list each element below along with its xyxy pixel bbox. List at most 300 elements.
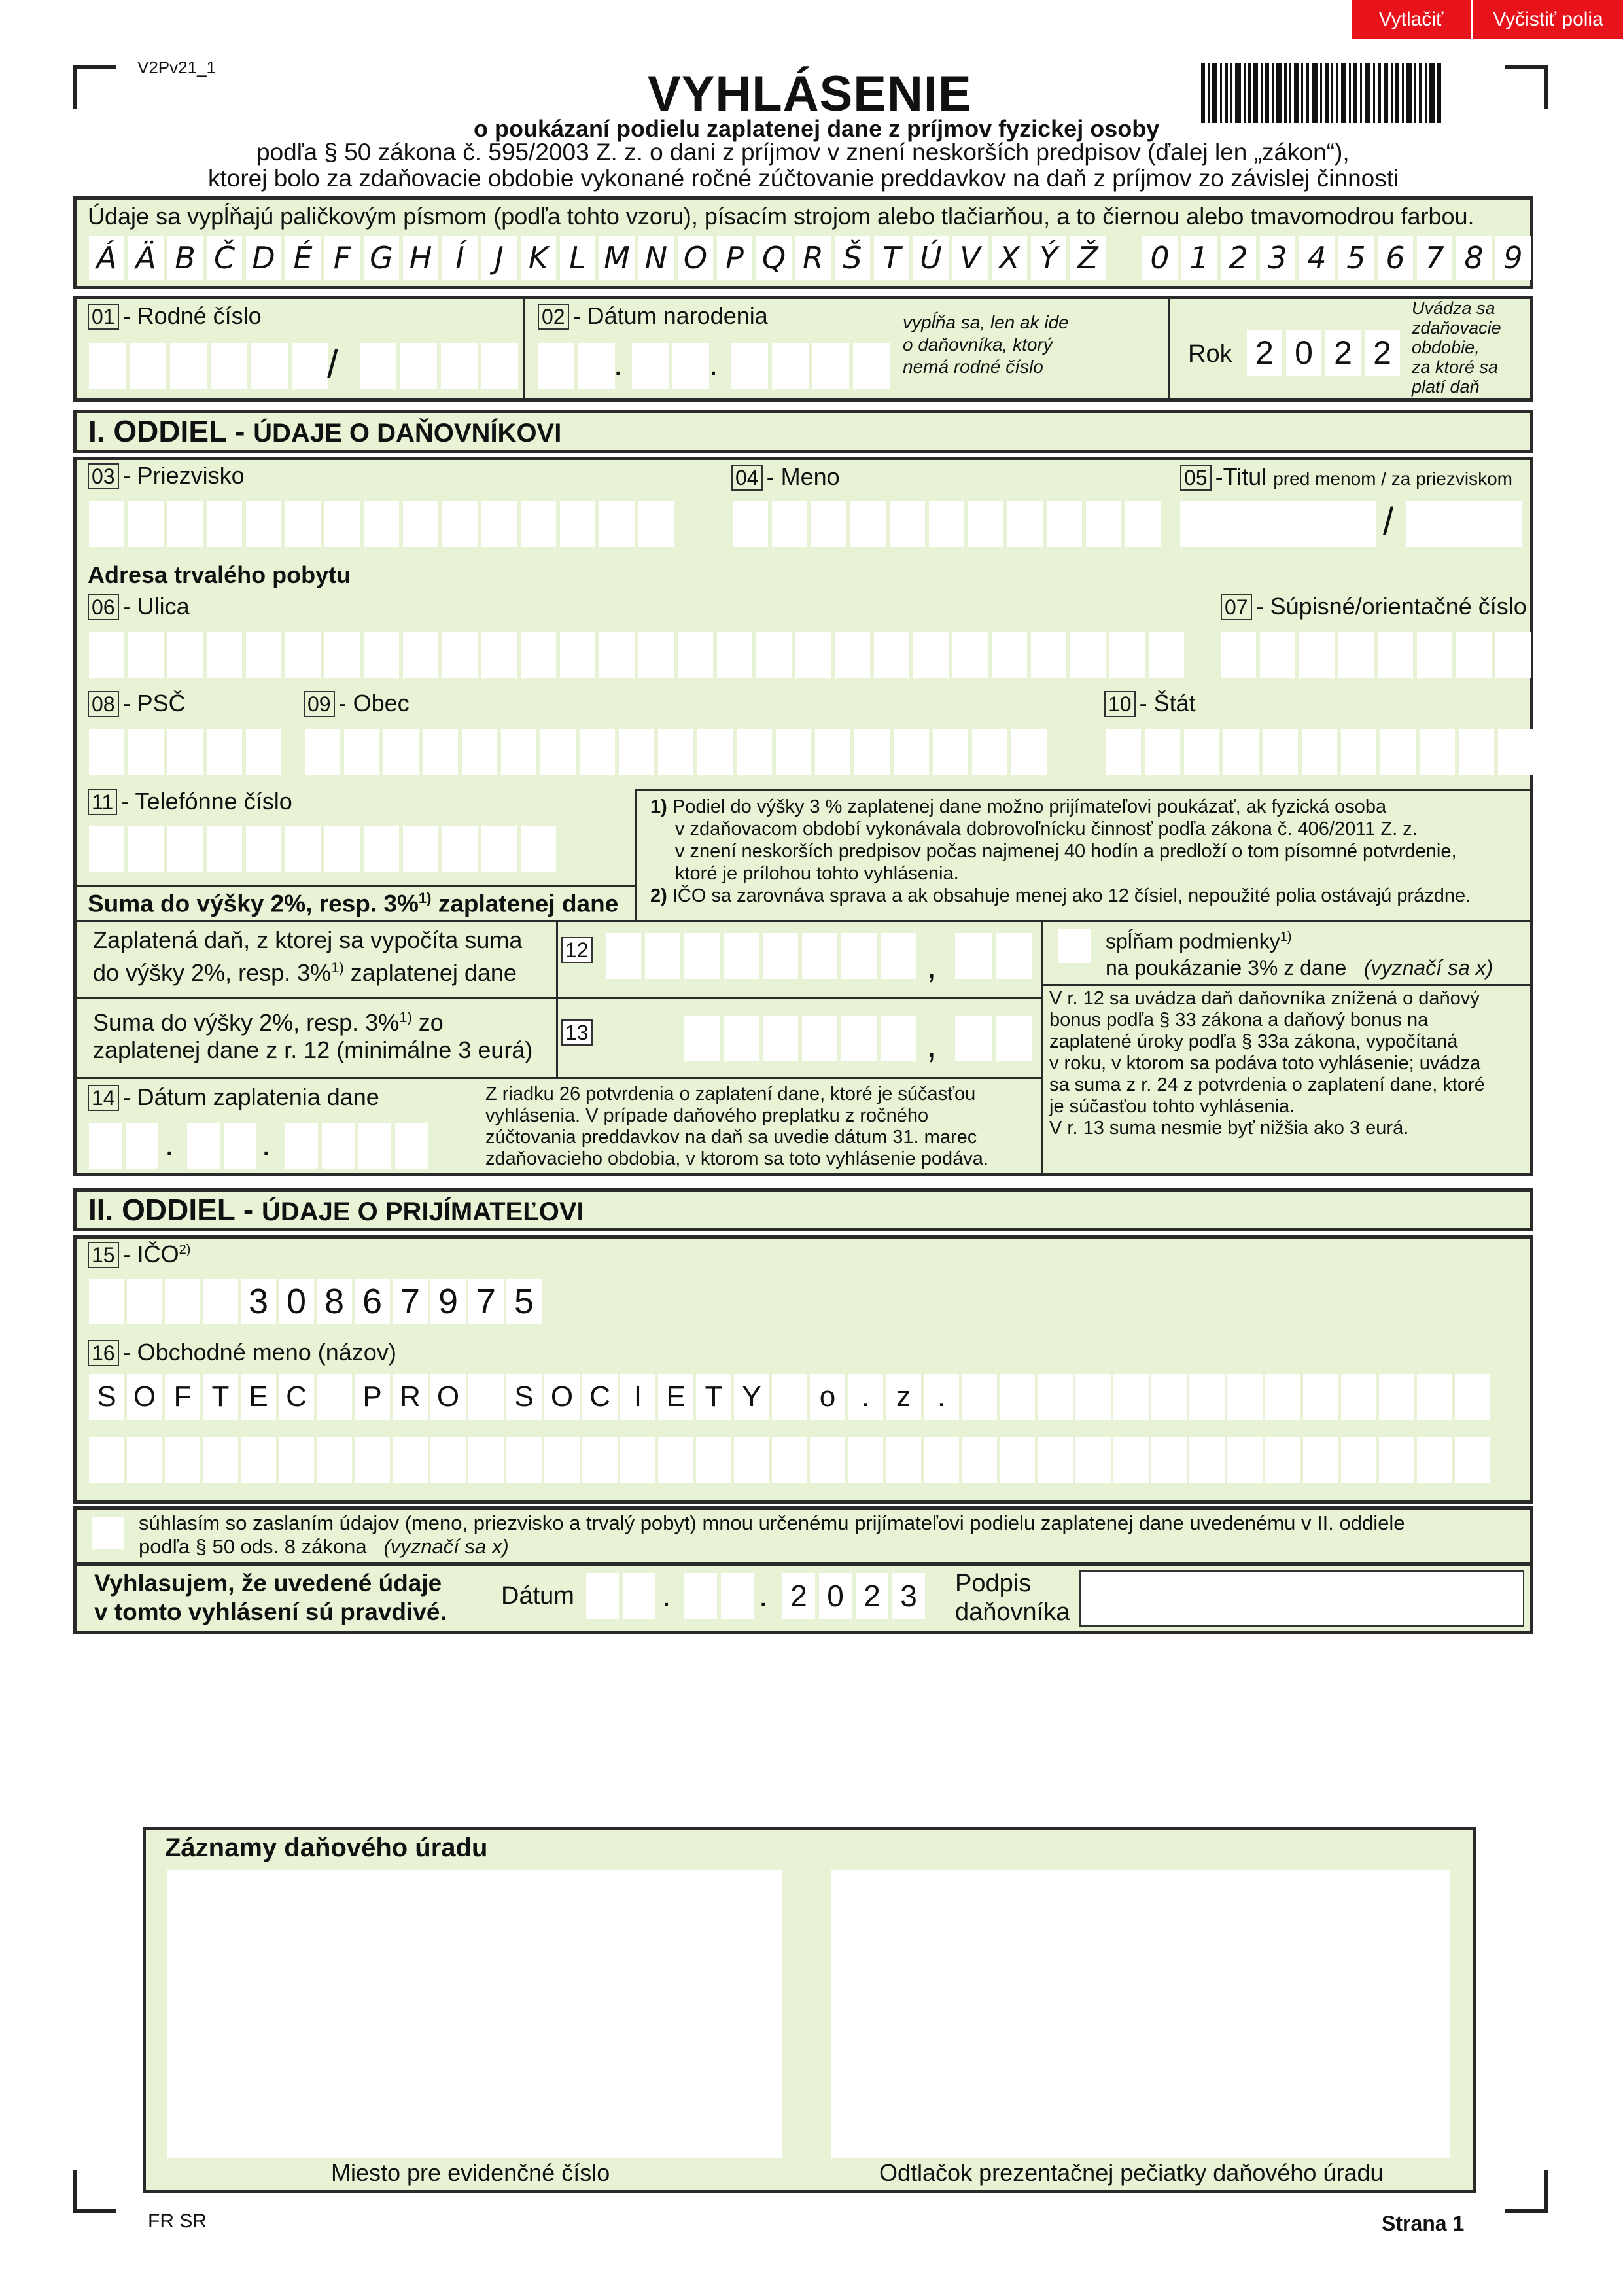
- input-cell[interactable]: [324, 501, 360, 547]
- sample-glyph: X: [992, 236, 1027, 280]
- input-cell[interactable]: [811, 501, 846, 547]
- sample-glyph: 5: [1338, 236, 1374, 280]
- input-cell[interactable]: [1338, 632, 1374, 678]
- sample-glyph: 0: [1142, 236, 1178, 280]
- input-cell[interactable]: [540, 729, 576, 775]
- input-cell[interactable]: [929, 501, 964, 547]
- input-cell[interactable]: [1302, 729, 1337, 775]
- input-cell[interactable]: 7: [393, 1279, 428, 1324]
- input-cell[interactable]: [1109, 632, 1145, 678]
- input-cell[interactable]: [1455, 1437, 1490, 1483]
- input-cell[interactable]: Y: [734, 1374, 769, 1420]
- input-cell[interactable]: [442, 632, 478, 678]
- input-cell[interactable]: [1075, 1437, 1111, 1483]
- input-cell[interactable]: [1263, 729, 1298, 775]
- input-cell[interactable]: [324, 826, 360, 872]
- input-cell[interactable]: [1459, 729, 1494, 775]
- input-cell[interactable]: [1227, 1437, 1263, 1483]
- input-cell[interactable]: [246, 501, 281, 547]
- input-cell[interactable]: [582, 1437, 618, 1483]
- input-cell[interactable]: [952, 632, 988, 678]
- input-cell[interactable]: [1047, 501, 1082, 547]
- input-cell[interactable]: [638, 632, 674, 678]
- section-2-header: II. ODDIEL - ÚDAJE O PRIJÍMATEĽOVI: [73, 1188, 1533, 1231]
- input-cell[interactable]: 0: [279, 1279, 314, 1324]
- input-cell[interactable]: O: [544, 1374, 580, 1420]
- input-cell[interactable]: [619, 729, 654, 775]
- stamp-box: [831, 1870, 1450, 2158]
- sample-digits: [1142, 236, 1535, 280]
- input-cell[interactable]: R: [393, 1374, 428, 1420]
- birth-date-month[interactable]: [632, 343, 709, 389]
- input-cell[interactable]: [89, 632, 124, 678]
- input-cell[interactable]: [1038, 1374, 1073, 1420]
- input-cell[interactable]: [678, 632, 713, 678]
- input-cell[interactable]: [850, 501, 886, 547]
- input-cell[interactable]: [403, 826, 438, 872]
- input-cell[interactable]: [165, 1279, 200, 1324]
- input-cell[interactable]: 9: [430, 1279, 466, 1324]
- sample-glyph: J: [481, 236, 517, 280]
- input-cell[interactable]: [734, 1437, 769, 1483]
- input-cell[interactable]: [580, 729, 615, 775]
- input-cell[interactable]: [645, 933, 680, 979]
- office-title: Záznamy daňového úradu: [165, 1833, 488, 1862]
- input-cell[interactable]: [810, 1437, 845, 1483]
- corner-mark-tr: [1505, 65, 1548, 109]
- input-cell[interactable]: [1341, 1374, 1376, 1420]
- municipality-field[interactable]: [305, 729, 1047, 775]
- form-law-reference: podľa § 50 zákona č. 595/2003 Z. z. o dani z príjmov v znení neskorších predpisov (ďalej len „zákon“),: [256, 139, 1350, 166]
- input-cell[interactable]: [468, 1437, 504, 1483]
- input-cell[interactable]: [423, 729, 458, 775]
- tax-year[interactable]: [1247, 330, 1400, 376]
- input-cell[interactable]: .: [924, 1374, 959, 1420]
- input-cell[interactable]: [924, 1437, 959, 1483]
- input-cell[interactable]: [167, 501, 203, 547]
- input-cell[interactable]: [1000, 1374, 1035, 1420]
- tax-paid-field[interactable]: [606, 933, 916, 979]
- declaration-text: Vyhlasujem, že uvedené údaje v tomto vyhlásení sú pravdivé.: [94, 1570, 447, 1625]
- input-cell[interactable]: [167, 729, 203, 775]
- input-cell[interactable]: F: [165, 1374, 200, 1420]
- input-cell[interactable]: z: [886, 1374, 921, 1420]
- payment-date-year[interactable]: [285, 1123, 428, 1169]
- input-cell[interactable]: 6: [355, 1279, 390, 1324]
- contribution-field[interactable]: [684, 1016, 916, 1061]
- input-cell[interactable]: 0: [819, 1573, 852, 1619]
- input-cell[interactable]: E: [658, 1374, 693, 1420]
- sample-glyph: P: [717, 236, 752, 280]
- input-cell[interactable]: [890, 501, 925, 547]
- input-cell[interactable]: [1265, 1374, 1300, 1420]
- year-label: Rok: [1188, 340, 1232, 368]
- date-label: Dátum: [501, 1582, 574, 1610]
- clear-fields-button[interactable]: Vyčistiť polia: [1473, 0, 1623, 39]
- sample-glyph: G: [364, 236, 399, 280]
- surname-field[interactable]: [89, 501, 674, 547]
- input-cell[interactable]: [913, 632, 949, 678]
- input-cell[interactable]: [246, 826, 281, 872]
- sample-glyph: Q: [756, 236, 792, 280]
- sample-glyph: Š: [835, 236, 870, 280]
- footnote-1: 1) Podiel do výšky 3 % zaplatenej dane možno prijímateľovi poukázať, ak fyzická osoba v zdaňovacom období vykonávala dobrovoľnícku činnosť podľa zákona č. 406/2011 Z. z. v znení neskorších predpisov počas najmenej 40 hodín a predloží o tom písomné potvrdenie, ktoré je prílohou tohto vyhlásenia. 2) IČO sa zarovnáva sprava a ak obsahuje menej ako 12 čísiel, nepoužité polia ostávajú prázdne.: [650, 796, 1471, 906]
- input-cell[interactable]: [933, 729, 968, 775]
- declaration-date-day[interactable]: [586, 1573, 655, 1619]
- input-cell[interactable]: [364, 632, 399, 678]
- input-cell[interactable]: [1070, 632, 1106, 678]
- input-cell[interactable]: [430, 1437, 466, 1483]
- title-before-field[interactable]: [1180, 501, 1376, 547]
- input-cell[interactable]: [203, 1279, 238, 1324]
- input-cell[interactable]: [968, 501, 1003, 547]
- input-cell[interactable]: 0: [1286, 330, 1321, 376]
- input-cell[interactable]: [207, 501, 242, 547]
- input-cell[interactable]: [1341, 729, 1376, 775]
- form-code: V2Pv21_1: [137, 58, 216, 77]
- input-cell[interactable]: [724, 1016, 759, 1061]
- input-cell[interactable]: [841, 1016, 877, 1061]
- sample-glyph: Á: [89, 236, 124, 280]
- sample-glyph: 3: [1260, 236, 1295, 280]
- sample-glyph: Č: [207, 236, 242, 280]
- input-cell[interactable]: [383, 729, 419, 775]
- input-cell[interactable]: [620, 1437, 655, 1483]
- input-cell[interactable]: [881, 933, 916, 979]
- input-cell[interactable]: [606, 933, 641, 979]
- input-cell[interactable]: [1189, 1374, 1225, 1420]
- input-cell[interactable]: [393, 1437, 428, 1483]
- input-cell[interactable]: [1341, 1437, 1376, 1483]
- three-percent-checkbox[interactable]: [1058, 929, 1091, 963]
- input-cell[interactable]: [462, 729, 497, 775]
- sample-glyph: 9: [1495, 236, 1531, 280]
- input-cell[interactable]: [324, 632, 360, 678]
- sample-glyph: 7: [1417, 236, 1452, 280]
- input-cell[interactable]: [1380, 729, 1416, 775]
- input-cell[interactable]: [481, 501, 517, 547]
- input-cell[interactable]: [89, 1437, 124, 1483]
- input-cell[interactable]: [285, 826, 321, 872]
- field-08-label: 08 - PSČ: [88, 690, 186, 717]
- input-cell[interactable]: [1007, 501, 1043, 547]
- sum-title: Suma do výšky 2%, resp. 3%$^{1)}$ zaplatenej dane: [88, 890, 619, 917]
- ico-field[interactable]: [89, 1279, 542, 1324]
- input-cell[interactable]: [355, 1437, 390, 1483]
- input-cell[interactable]: [1125, 501, 1161, 547]
- input-cell[interactable]: [1260, 632, 1295, 678]
- input-cell[interactable]: [776, 729, 811, 775]
- input-cell[interactable]: [1379, 1437, 1414, 1483]
- input-cell[interactable]: [802, 933, 837, 979]
- input-cell[interactable]: [128, 826, 164, 872]
- input-cell[interactable]: [1038, 1437, 1073, 1483]
- tax-paid-cents[interactable]: [955, 933, 1032, 979]
- phone-field[interactable]: [89, 826, 556, 872]
- input-cell[interactable]: I: [620, 1374, 655, 1420]
- input-cell[interactable]: 8: [317, 1279, 352, 1324]
- input-cell[interactable]: [279, 1437, 314, 1483]
- input-cell[interactable]: [1113, 1374, 1149, 1420]
- field-14-label: 14 - Dátum zaplatenia dane: [88, 1084, 379, 1111]
- input-cell[interactable]: [962, 1374, 997, 1420]
- input-cell[interactable]: [167, 826, 203, 872]
- input-cell[interactable]: [127, 1437, 162, 1483]
- input-cell[interactable]: [241, 1437, 276, 1483]
- input-cell[interactable]: [1031, 632, 1066, 678]
- input-cell[interactable]: [560, 632, 595, 678]
- input-cell[interactable]: [1265, 1437, 1300, 1483]
- postal-code-field[interactable]: [89, 729, 281, 775]
- input-cell[interactable]: [89, 1279, 124, 1324]
- input-cell[interactable]: [763, 1016, 798, 1061]
- input-cell[interactable]: [128, 729, 164, 775]
- birth-number-part2[interactable]: [360, 343, 518, 389]
- input-cell[interactable]: [696, 1437, 731, 1483]
- input-cell[interactable]: [1000, 1437, 1035, 1483]
- birth-date-year[interactable]: [731, 343, 890, 389]
- input-cell[interactable]: [992, 632, 1027, 678]
- sample-glyph: D: [246, 236, 281, 280]
- input-cell[interactable]: [1303, 1437, 1338, 1483]
- input-cell[interactable]: [89, 729, 124, 775]
- input-cell[interactable]: 3: [241, 1279, 276, 1324]
- input-cell[interactable]: C: [582, 1374, 618, 1420]
- input-cell[interactable]: [1106, 729, 1141, 775]
- input-cell[interactable]: [697, 729, 733, 775]
- contribution-cents[interactable]: [955, 1016, 1032, 1061]
- birth-number-part1[interactable]: [89, 343, 328, 389]
- input-cell[interactable]: [1223, 729, 1259, 775]
- input-cell[interactable]: [972, 729, 1007, 775]
- input-cell[interactable]: [772, 1374, 807, 1420]
- input-cell[interactable]: [874, 632, 909, 678]
- print-button[interactable]: Vytlačiť: [1352, 0, 1471, 39]
- input-cell[interactable]: [1417, 632, 1452, 678]
- sample-glyph: 4: [1299, 236, 1335, 280]
- input-cell[interactable]: [89, 501, 124, 547]
- input-cell[interactable]: [207, 632, 242, 678]
- input-cell[interactable]: [1221, 632, 1256, 678]
- input-cell[interactable]: [763, 933, 798, 979]
- input-cell[interactable]: [815, 729, 850, 775]
- input-cell[interactable]: [1299, 632, 1335, 678]
- consent-checkbox[interactable]: [92, 1517, 124, 1549]
- business-name-field-row2[interactable]: [89, 1437, 1490, 1483]
- sample-glyph: B: [167, 236, 203, 280]
- input-cell[interactable]: [1378, 632, 1413, 678]
- input-cell[interactable]: [128, 501, 164, 547]
- input-cell[interactable]: [442, 826, 478, 872]
- input-cell[interactable]: 2: [856, 1573, 888, 1619]
- input-cell[interactable]: T: [696, 1374, 731, 1420]
- input-cell[interactable]: [684, 1016, 720, 1061]
- input-cell[interactable]: [506, 1437, 542, 1483]
- country-field[interactable]: [1106, 729, 1533, 775]
- sample-glyph: 2: [1221, 236, 1256, 280]
- input-cell[interactable]: [521, 826, 556, 872]
- input-cell[interactable]: [658, 1437, 693, 1483]
- input-cell[interactable]: [1086, 501, 1121, 547]
- instructions-text: Údaje sa vypĺňajú paličkovým písmom (podľa tohto vzoru), písacím strojom alebo tlačiarňou, a to čiernou alebo tmavomodrou farbou.: [88, 203, 1475, 230]
- input-cell[interactable]: [835, 632, 870, 678]
- field-05-label: 05 -Titul pred menom / za priezviskom: [1180, 463, 1512, 491]
- input-cell[interactable]: S: [89, 1374, 124, 1420]
- input-cell[interactable]: [89, 826, 124, 872]
- input-cell[interactable]: C: [279, 1374, 314, 1420]
- input-cell[interactable]: [1379, 1374, 1414, 1420]
- input-cell[interactable]: [684, 933, 720, 979]
- field-14-note: Z riadku 26 potvrdenia o zaplatení dane, ktoré je súčasťou vyhlásenia. V prípade daňového preplatku z ročného zúčtovania preddavkov na daň sa uvedie dátum 31. marec zdaňovacieho obdobia, v ktorom sa toto vyhlásenie podáva.: [485, 1084, 988, 1169]
- input-cell[interactable]: [1227, 1374, 1263, 1420]
- input-cell[interactable]: [795, 632, 831, 678]
- page-number: Strana 1: [1382, 2212, 1465, 2235]
- input-cell[interactable]: [1417, 1437, 1452, 1483]
- input-cell[interactable]: [848, 1437, 883, 1483]
- signature-field[interactable]: [1079, 1570, 1524, 1627]
- input-cell[interactable]: [501, 729, 536, 775]
- input-cell[interactable]: [1113, 1437, 1149, 1483]
- input-cell[interactable]: [802, 1016, 837, 1061]
- input-cell[interactable]: [544, 1437, 580, 1483]
- input-cell[interactable]: [599, 501, 635, 547]
- sample-glyph: Ú: [913, 236, 949, 280]
- input-cell[interactable]: 2: [782, 1573, 815, 1619]
- input-cell[interactable]: [285, 501, 321, 547]
- input-cell[interactable]: O: [430, 1374, 466, 1420]
- corner-mark-br: [1505, 2170, 1548, 2213]
- input-cell[interactable]: [717, 632, 752, 678]
- sample-glyph: 8: [1456, 236, 1492, 280]
- input-cell[interactable]: [658, 729, 693, 775]
- input-cell[interactable]: [1495, 632, 1531, 678]
- input-cell[interactable]: [1184, 729, 1219, 775]
- sample-letters: [89, 236, 1109, 280]
- input-cell[interactable]: [167, 632, 203, 678]
- input-cell[interactable]: [165, 1437, 200, 1483]
- business-name-field[interactable]: [89, 1374, 1490, 1420]
- consent-text: súhlasím so zaslaním údajov (meno, priezvisko a trvalý pobyt) mnou určenému prijímateľovi podielu zaplatenej dane uvedenému v II. oddiele podľa § 50 ods. 8 zákona (vyznačí sa x): [139, 1511, 1405, 1558]
- input-cell[interactable]: [724, 933, 759, 979]
- three-percent-label: spĺňam podmienky$^{1)}$ na poukázanie 3% z dane (vyznačí sa x): [1106, 929, 1493, 980]
- input-cell[interactable]: [1149, 632, 1184, 678]
- input-cell[interactable]: [203, 1437, 238, 1483]
- declaration-date-month[interactable]: [684, 1573, 754, 1619]
- input-cell[interactable]: [1145, 729, 1180, 775]
- input-cell[interactable]: [521, 632, 556, 678]
- input-cell[interactable]: [560, 501, 595, 547]
- input-cell[interactable]: [481, 632, 517, 678]
- input-cell[interactable]: [403, 632, 438, 678]
- field-03-label: 03 - Priezvisko: [88, 462, 245, 489]
- input-cell[interactable]: .: [848, 1374, 883, 1420]
- input-cell[interactable]: T: [203, 1374, 238, 1420]
- input-cell[interactable]: 7: [468, 1279, 504, 1324]
- input-cell[interactable]: [854, 729, 890, 775]
- title-after-field[interactable]: [1406, 501, 1522, 547]
- input-cell[interactable]: [403, 501, 438, 547]
- input-cell[interactable]: [1455, 1374, 1490, 1420]
- first-name-field[interactable]: [733, 501, 1161, 547]
- input-cell[interactable]: [1151, 1374, 1187, 1420]
- street-field[interactable]: [89, 632, 1184, 678]
- input-cell[interactable]: [246, 729, 281, 775]
- input-cell[interactable]: [128, 632, 164, 678]
- payment-date-month[interactable]: [187, 1123, 256, 1169]
- birth-date-day[interactable]: [538, 343, 615, 389]
- input-cell[interactable]: O: [127, 1374, 162, 1420]
- input-cell[interactable]: [841, 933, 877, 979]
- input-cell[interactable]: [344, 729, 379, 775]
- input-cell[interactable]: [481, 826, 517, 872]
- input-cell[interactable]: [317, 1374, 352, 1420]
- sample-glyph: É: [285, 236, 321, 280]
- input-cell[interactable]: [207, 729, 242, 775]
- input-cell[interactable]: [305, 729, 340, 775]
- input-cell[interactable]: [886, 1437, 921, 1483]
- field-01-label: 01 - Rodné číslo: [88, 302, 262, 330]
- input-cell[interactable]: [246, 632, 281, 678]
- input-cell[interactable]: 5: [506, 1279, 542, 1324]
- input-cell[interactable]: [1189, 1437, 1225, 1483]
- field-13-label: Suma do výšky 2%, resp. 3%$^{1)}$ zo zaplatenej dane z r. 12 (minimálne 3 eurá): [93, 1009, 533, 1063]
- sample-glyph: R: [795, 236, 831, 280]
- input-cell[interactable]: 2: [1247, 330, 1282, 376]
- input-cell[interactable]: [285, 632, 321, 678]
- input-cell[interactable]: 2: [1365, 330, 1400, 376]
- input-cell[interactable]: [1420, 729, 1455, 775]
- input-cell[interactable]: [737, 729, 772, 775]
- input-cell[interactable]: [1498, 729, 1533, 775]
- input-cell[interactable]: [756, 632, 792, 678]
- birth-number-slash: /: [327, 342, 338, 386]
- input-cell[interactable]: o: [810, 1374, 845, 1420]
- input-cell[interactable]: [468, 1374, 504, 1420]
- input-cell[interactable]: [599, 632, 635, 678]
- input-cell[interactable]: [894, 729, 929, 775]
- input-cell[interactable]: 3: [892, 1573, 925, 1619]
- input-cell[interactable]: [1417, 1374, 1452, 1420]
- input-cell[interactable]: [1456, 632, 1492, 678]
- input-cell[interactable]: [772, 501, 807, 547]
- input-cell[interactable]: 2: [1325, 330, 1361, 376]
- input-cell[interactable]: E: [241, 1374, 276, 1420]
- input-cell[interactable]: [772, 1437, 807, 1483]
- declaration-date-year[interactable]: [782, 1573, 925, 1619]
- input-cell[interactable]: [638, 501, 674, 547]
- input-cell[interactable]: [1303, 1374, 1338, 1420]
- input-cell[interactable]: [207, 826, 242, 872]
- input-cell[interactable]: S: [506, 1374, 542, 1420]
- input-cell[interactable]: [127, 1279, 162, 1324]
- input-cell[interactable]: [317, 1437, 352, 1483]
- input-cell[interactable]: [364, 501, 399, 547]
- input-cell[interactable]: [881, 1016, 916, 1061]
- input-cell[interactable]: [1151, 1437, 1187, 1483]
- input-cell[interactable]: [1011, 729, 1047, 775]
- input-cell[interactable]: [442, 501, 478, 547]
- input-cell[interactable]: [962, 1437, 997, 1483]
- input-cell[interactable]: [1075, 1374, 1111, 1420]
- payment-date-day[interactable]: [89, 1123, 158, 1169]
- input-cell[interactable]: [733, 501, 768, 547]
- house-number-field[interactable]: [1221, 632, 1531, 678]
- registry-number-box: [167, 1870, 782, 2158]
- input-cell[interactable]: P: [355, 1374, 390, 1420]
- field-07-label: 07 - Súpisné/orientačné číslo: [1221, 593, 1527, 620]
- input-cell[interactable]: [521, 501, 556, 547]
- input-cell[interactable]: [364, 826, 399, 872]
